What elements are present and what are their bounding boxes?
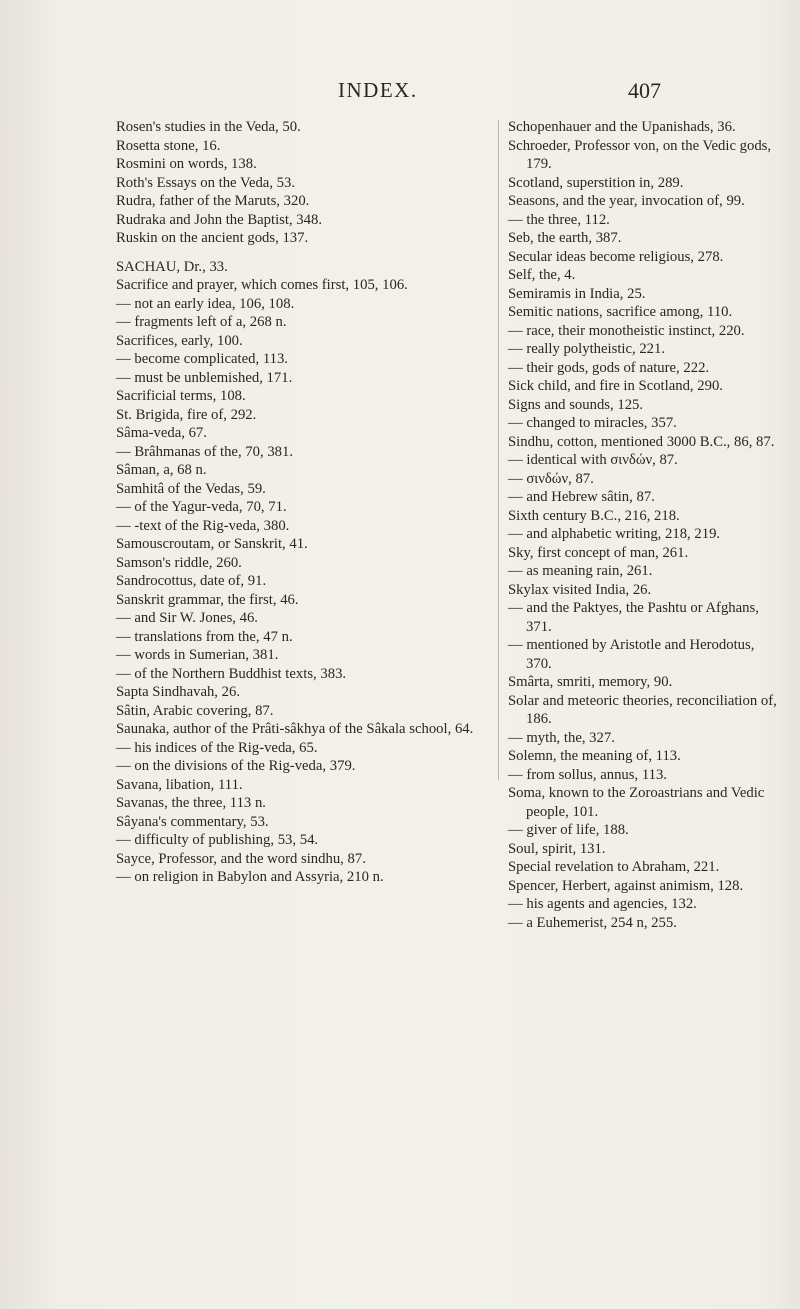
index-entry: Soul, spirit, 131. bbox=[508, 840, 606, 857]
index-entry: Scotland, superstition in, 289. bbox=[508, 174, 684, 191]
index-entry: St. Brigida, fire of, 292. bbox=[116, 406, 257, 423]
index-entry: Soma, known to the Zoroastrians and Vedic people, 101. bbox=[508, 785, 765, 820]
column-divider bbox=[498, 120, 499, 780]
index-entry: — identical with σινδών, 87. bbox=[508, 452, 678, 468]
index-entry: Samson's riddle, 260. bbox=[116, 554, 242, 571]
index-entry: Savanas, the three, 113 n. bbox=[116, 795, 266, 811]
index-entry: Sacrificial terms, 108. bbox=[116, 388, 246, 404]
index-entry: Special revelation to Abraham, 221. bbox=[508, 859, 720, 875]
index-entry: Spencer, Herbert, against animism, 128. bbox=[508, 877, 744, 894]
index-entry: Rosen's studies in the Veda, 50. bbox=[116, 119, 301, 135]
index-entry: Solemn, the meaning of, 113. bbox=[508, 748, 681, 764]
index-entry: — his agents and agencies, 132. bbox=[508, 896, 697, 912]
index-entry: Sandrocottus, date of, 91. bbox=[116, 573, 267, 589]
index-column-right bbox=[508, 118, 783, 932]
index-entry: — words in Sumerian, 381. bbox=[116, 647, 279, 663]
index-entry: — giver of life, 188. bbox=[508, 822, 629, 838]
index-entry: Rosetta stone, 16. bbox=[116, 137, 221, 154]
index-entry: Sick child, and fire in Scotland, 290. bbox=[508, 378, 723, 394]
index-entry: Sayce, Professor, and the word sindhu, 87. bbox=[116, 850, 366, 867]
index-entry: — difficulty of publishing, 53, 54. bbox=[116, 832, 319, 848]
index-entry: Sanskrit grammar, the first, 46. bbox=[116, 591, 299, 608]
index-entry: SACHAU, Dr., 33. bbox=[116, 258, 228, 275]
index-entry: Samhitâ of the Vedas, 59. bbox=[116, 480, 266, 497]
index-entry: Rosmini on words, 138. bbox=[116, 156, 257, 172]
page-number: 407 bbox=[628, 78, 661, 103]
index-entry: — the three, 112. bbox=[508, 211, 610, 228]
index-entry: Sâyana's commentary, 53. bbox=[116, 813, 269, 830]
index-entry: Ruskin on the ancient gods, 137. bbox=[116, 230, 309, 246]
index-entry: — their gods, gods of nature, 222. bbox=[508, 359, 710, 376]
index-entry: Saunaka, author of the Prâti-sâkhya of the Sâkala school, 64. bbox=[116, 721, 474, 737]
index-entry: Solar and meteoric theories, reconciliation of, 186. bbox=[508, 692, 777, 727]
index-entry: — not an early idea, 106, 108. bbox=[116, 295, 295, 312]
running-head bbox=[0, 78, 800, 108]
index-entry: — and alphabetic writing, 218, 219. bbox=[508, 526, 721, 542]
index-entry: — of the Northern Buddhist texts, 383. bbox=[116, 665, 347, 682]
index-entry: — and Hebrew sâtin, 87. bbox=[508, 489, 655, 505]
index-entry: Roth's Essays on the Veda, 53. bbox=[116, 174, 296, 191]
index-entry: — fragments left of a, 268 n. bbox=[116, 314, 287, 330]
index-entry: Sâman, a, 68 n. bbox=[116, 462, 207, 478]
index-entry: — race, their monotheistic instinct, 220. bbox=[508, 322, 745, 339]
index-entry: Semitic nations, sacrifice among, 110. bbox=[508, 304, 733, 320]
index-entry: Secular ideas become religious, 278. bbox=[508, 248, 724, 265]
index-entry: — his indices of the Rig-veda, 65. bbox=[116, 739, 318, 756]
index-entry: — changed to miracles, 357. bbox=[508, 415, 677, 431]
index-entry: — really polytheistic, 221. bbox=[508, 341, 666, 357]
index-entry: — -text of the Rig-veda, 380. bbox=[116, 517, 290, 534]
index-entry: — on religion in Babylon and Assyria, 210 n. bbox=[116, 869, 384, 885]
index-entry: Rudraka and John the Baptist, 348. bbox=[116, 211, 323, 228]
index-entry: Sky, first concept of man, 261. bbox=[508, 544, 689, 561]
index-entry: Sâtin, Arabic covering, 87. bbox=[116, 702, 274, 719]
index-entry: — and Sir W. Jones, 46. bbox=[116, 610, 258, 626]
index-entry: Schroeder, Professor von, on the Vedic gods, 179. bbox=[508, 137, 772, 172]
index-entry: Sâma-veda, 67. bbox=[116, 425, 207, 441]
index-entry: Skylax visited India, 26. bbox=[508, 581, 652, 598]
index-entry: — must be unblemished, 171. bbox=[116, 369, 293, 386]
index-entry: Seb, the earth, 387. bbox=[508, 230, 622, 246]
index-entry: Seasons, and the year, invocation of, 99. bbox=[508, 193, 745, 209]
index-entry: — Brâhmanas of the, 70, 381. bbox=[116, 443, 294, 460]
index-entry: Savana, libation, 111. bbox=[116, 776, 243, 793]
index-entry: Sacrifice and prayer, which comes first, 105, 106. bbox=[116, 277, 408, 293]
index-entry: Sacrifices, early, 100. bbox=[116, 332, 243, 349]
index-entry: Smârta, smriti, memory, 90. bbox=[508, 674, 673, 690]
index-entry: Signs and sounds, 125. bbox=[508, 396, 644, 413]
index-entry: — and the Paktyes, the Pashtu or Afghans, 371. bbox=[508, 600, 759, 635]
index-entry: Samouscroutam, or Sanskrit, 41. bbox=[116, 536, 308, 552]
index-entry: Self, the, 4. bbox=[508, 267, 576, 283]
index-entry: — from sollus, annus, 113. bbox=[508, 766, 667, 783]
index-entry: — of the Yagur-veda, 70, 71. bbox=[116, 499, 287, 515]
index-entry: — on the divisions of the Rig-veda, 379. bbox=[116, 758, 356, 774]
index-entry: — translations from the, 47 n. bbox=[116, 628, 293, 645]
running-title: INDEX. bbox=[338, 78, 418, 102]
index-entry: — myth, the, 327. bbox=[508, 729, 615, 746]
index-column-left bbox=[116, 118, 491, 887]
index-entry: Semiramis in India, 25. bbox=[508, 285, 646, 302]
index-entry: Sindhu, cotton, mentioned 3000 B.C., 86, 87. bbox=[508, 433, 775, 450]
index-entry: — σινδών, 87. bbox=[508, 470, 594, 487]
index-entry: Sapta Sindhavah, 26. bbox=[116, 684, 241, 700]
index-entry: — a Euhemerist, 254 n, 255. bbox=[508, 914, 677, 931]
index-entry: — mentioned by Aristotle and Herodotus, 370. bbox=[508, 637, 755, 672]
index-entry: — as meaning rain, 261. bbox=[508, 563, 653, 579]
index-entry: Schopenhauer and the Upanishads, 36. bbox=[508, 119, 736, 135]
index-entry: Rudra, father of the Maruts, 320. bbox=[116, 193, 310, 209]
index-entry: — become complicated, 113. bbox=[116, 351, 288, 367]
index-entry: Sixth century B.C., 216, 218. bbox=[508, 507, 680, 524]
